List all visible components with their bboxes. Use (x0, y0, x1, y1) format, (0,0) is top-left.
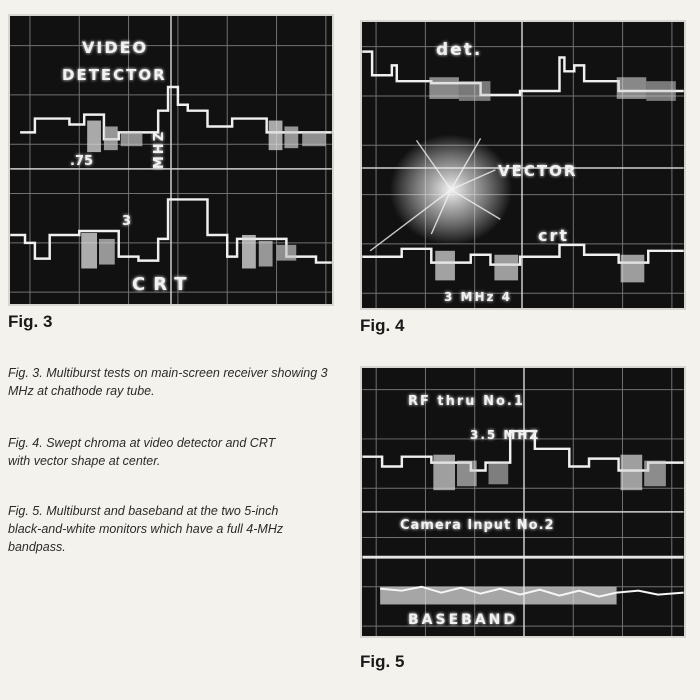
fig5-burst-1 (433, 455, 455, 490)
fig5-label: Fig. 5 (360, 652, 405, 671)
fig4-caption: Fig. 4. Swept chroma at video detector and CRT with vector shape at center. (8, 436, 276, 468)
fig3-oscilloscope-photo (8, 14, 334, 306)
fig3-lower-burst-4 (259, 241, 273, 267)
fig4-upper-band-2 (459, 81, 491, 101)
fig4-label: Fig. 4 (360, 316, 405, 335)
fig4-lower-burst-1 (435, 251, 455, 281)
fig3-lower-burst-1 (81, 233, 97, 269)
fig3-overlay-crt: CRT (132, 274, 195, 295)
fig5-overlay-camera: Camera Input No.2 (400, 518, 555, 533)
fig3-upper-burst-1 (87, 121, 101, 153)
fig4-overlay-det: det. (436, 40, 483, 60)
fig3-center-axis (10, 16, 332, 304)
fig4-lower-burst-3 (621, 255, 645, 283)
fig5-caption: Fig. 5. Multiburst and baseband at the two 5-inch black-and-white monitors which have a full 4-MHz bandpass. (8, 504, 284, 554)
fig3-overlay-75: .75 (70, 154, 94, 169)
fig4-overlay-mhz: 3 MHz 4 (444, 290, 513, 304)
fig5-oscilloscope-photo (360, 366, 686, 638)
fig4-overlay-crt: crt (538, 226, 570, 245)
fig4-upper-band-4 (646, 81, 676, 101)
fig5-overlay-mhz: 3.5 MHZ (470, 428, 541, 442)
fig4-lower-burst-2 (494, 255, 518, 281)
fig3-overlay-3: 3 (122, 214, 134, 229)
fig5-overlay-baseband: BASEBAND (408, 612, 518, 628)
fig3-overlay-mhz: MHZ (152, 129, 168, 170)
fig5-overlay-rf: RF thru No.1 (408, 394, 525, 409)
fig5-burst-5 (644, 461, 666, 487)
fig3-lower-burst-3 (242, 235, 256, 269)
fig3-upper-burst-5 (284, 126, 298, 148)
fig3-lower-burst-2 (99, 239, 115, 265)
fig3-upper-burst-2 (104, 126, 118, 150)
fig5-burst-2 (457, 461, 477, 487)
fig4-upper-band-1 (429, 77, 459, 99)
fig4-upper-band-3 (617, 77, 647, 99)
fig4-oscilloscope-photo (360, 20, 686, 310)
fig3-caption: Fig. 3. Multiburst tests on main-screen receiver showing 3 MHz at chathode ray tube. (8, 366, 328, 398)
fig3-upper-burst-4 (269, 121, 283, 151)
fig3-upper-burst-6 (302, 132, 326, 146)
fig3-upper-burst-3 (121, 132, 143, 146)
fig5-burst-4 (621, 455, 643, 490)
fig3-lower-burst-5 (277, 245, 297, 261)
fig3-overlay-detector: DETECTOR (62, 66, 167, 84)
fig3-overlay-video: VIDEO (82, 38, 149, 57)
fig3-label: Fig. 3 (8, 312, 53, 331)
fig4-overlay-vector: VECTOR (498, 162, 578, 180)
fig3-trace-svg (10, 16, 332, 304)
fig5-burst-3 (489, 463, 509, 485)
